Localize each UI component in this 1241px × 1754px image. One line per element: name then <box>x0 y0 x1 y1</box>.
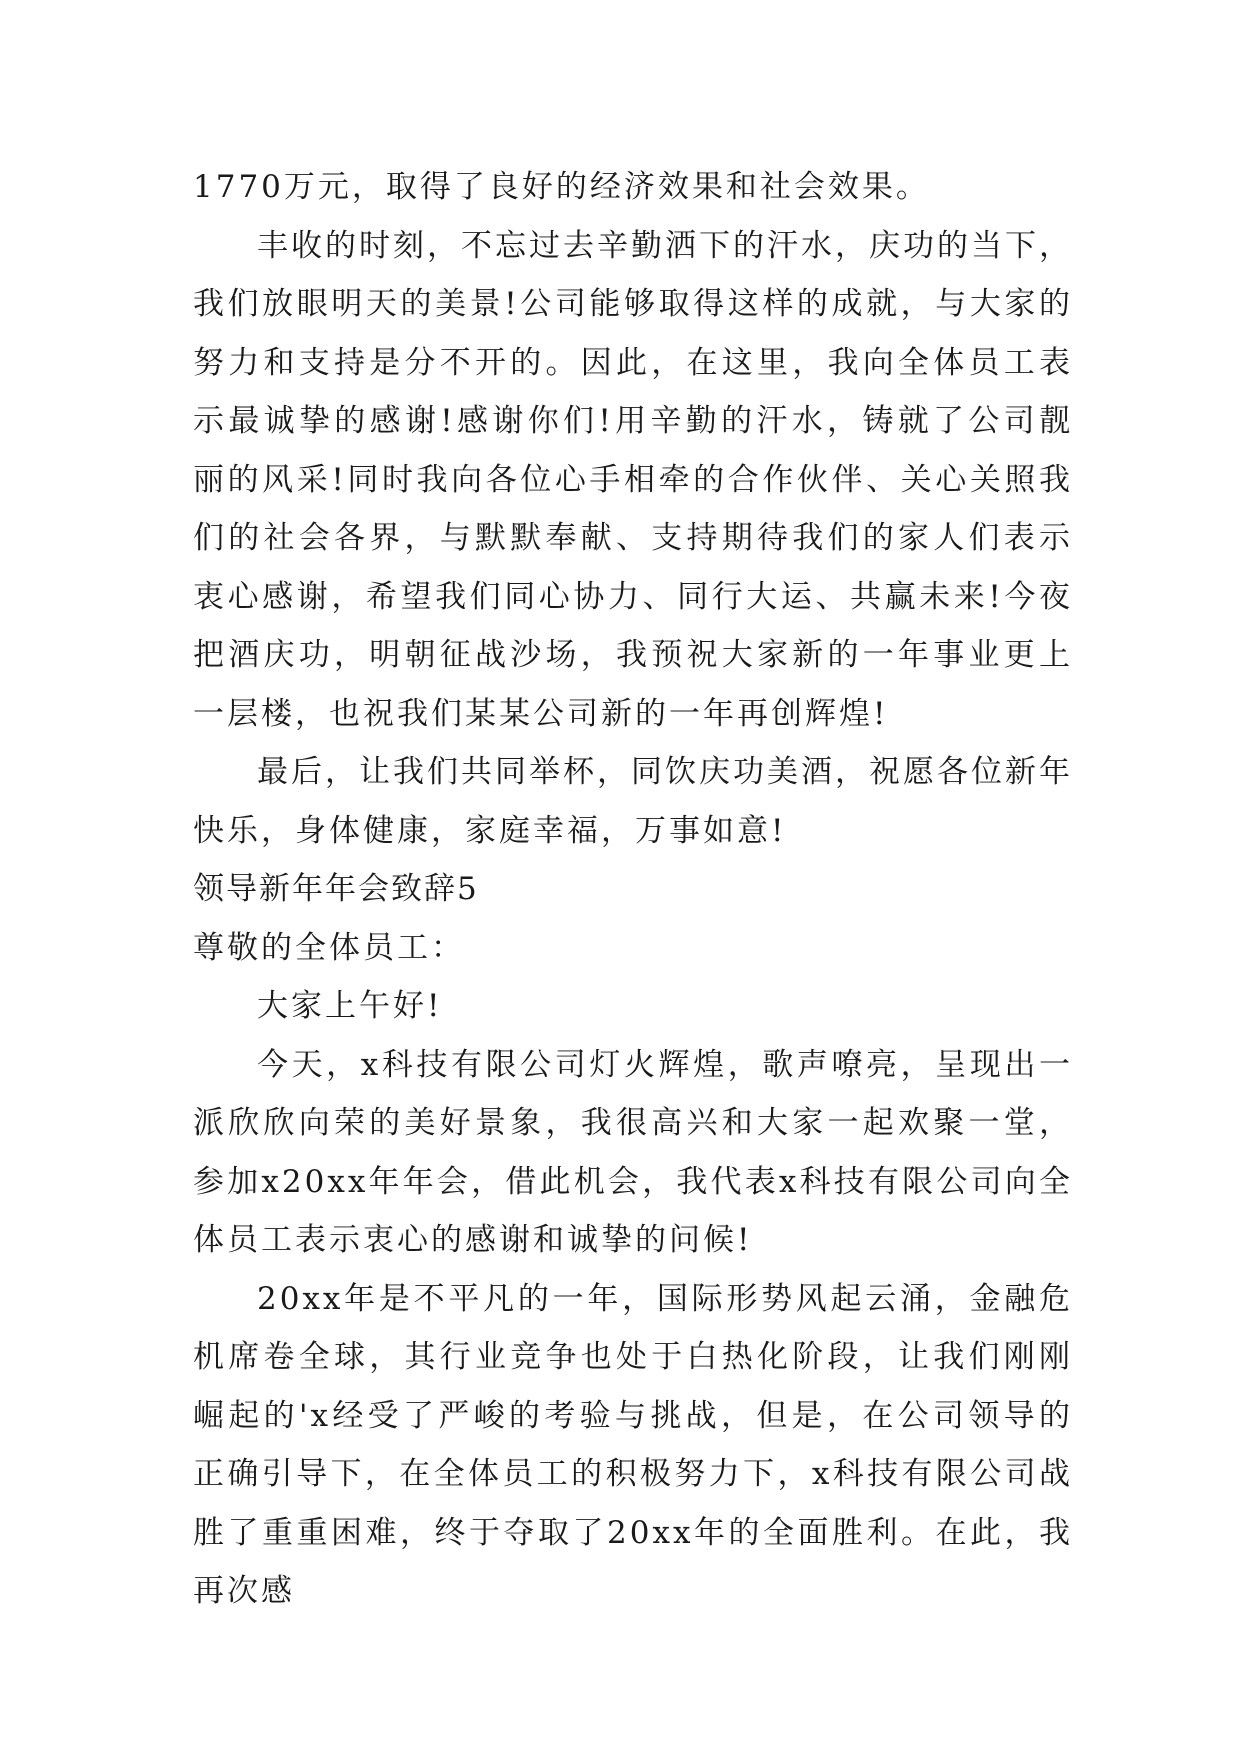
paragraph-thanks: 丰收的时刻，不忘过去辛勤洒下的汗水，庆功的当下，我们放眼明天的美景!公司能够取得这样的成就，与大家的努力和支持是分不开的。因此，在这里，我向全体员工表示最诚挚的感谢!感谢你们!用辛勤的汗水，铸就了公司靓丽的风采!同时我向各位心手相牵的合作伙伴、关心关照我们的社会各界，与默默奉献、支持期待我们的家人们表示衷心感谢，希望我们同心协力、同行大运、共赢未来!今夜把酒庆功，明朝征战沙场，我预祝大家新的一年事业更上一层楼，也祝我们某某公司新的一年再创辉煌! <box>193 227 1073 732</box>
section-heading: 领导新年年会致辞5 <box>193 871 479 907</box>
paragraph-salutation: 尊敬的全体员工： <box>193 929 465 966</box>
paragraph-greeting: 大家上午好! <box>257 988 443 1024</box>
paragraph-opening: 今天，x科技有限公司灯火辉煌，歌声嘹亮，呈现出一派欣欣向荣的美好景象，我很高兴和大家一起欢聚一堂，参加x20xx年年会，借此机会，我代表x科技有限公司向全体员工表示衷心的感谢和诚挚的问候! <box>193 1046 1073 1258</box>
paragraph-review: 20xx年是不平凡的一年，国际形势风起云涌，金融危机席卷全球，其行业竞争也处于白热化阶段，让我们刚刚崛起的'x经受了严峻的考验与挑战，但是，在公司领导的正确引导下，在全体员工的积极努力下，x科技有限公司战胜了重重困难，终于夺取了20xx年的全面胜利。在此，我再次感 <box>193 1280 1073 1609</box>
paragraph-toast: 最后，让我们共同举杯，同饮庆功美酒，祝愿各位新年快乐，身体健康，家庭幸福，万事如意! <box>193 754 1073 849</box>
document-body <box>193 158 1073 1621</box>
paragraph-revenue-result: 1770万元，取得了良好的经济效果和社会效果。 <box>193 169 930 205</box>
